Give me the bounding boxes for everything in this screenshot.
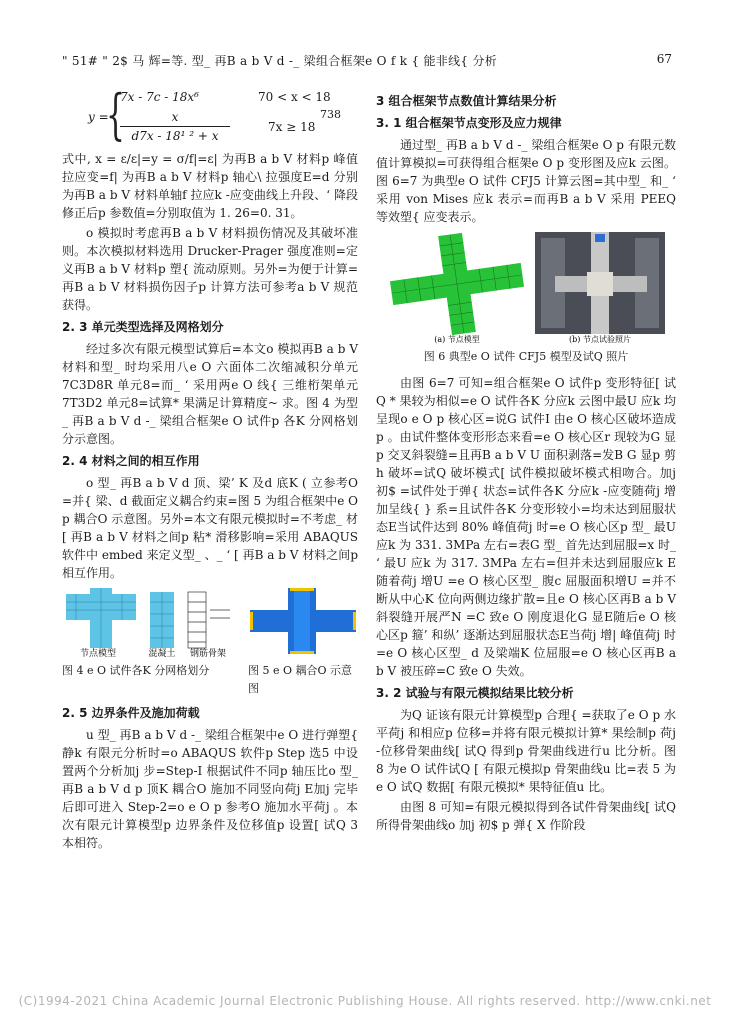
figure-5-coupling [248,588,358,658]
equation-fraction [120,108,230,145]
subsection-heading: 3. 1 组合框架节点变形及应力规律 [376,116,562,130]
paragraph: 式中, x = ε/ε|=y = σ/f|=ε| 为再B a b V 材料p 峰值拉应变=f| 为再B a b V 材料p 轴心\ 拉强度E=d 分别为再B a b V 材料单轴f 拉应k -应变曲线上升段、‘ 降段修正后p 参数值=分别取值为 1. 26=0. 31。 [62,152,358,220]
paragraph: o 模拟时考虑再B a b V 材料损伤情况及其破坏准则。本次模拟材料选用 Drucker-Prager 强度准则=定义再B a b V 材料p 塑{ 流动原则。另外=为便于计算=再B a b V 材料损伤因子p 计算方法可参考a b V 规范获得。 [62,226,358,312]
paragraph: 经过多次有限元模型试算后=本文o 模拟再B a b V 材料和型_ 时均采用八e O 六面体二次缩减积分单元7C3D8R 单元8=而_ ‘ 采用两e O 线{ 三维桁架单元7T3D2 单元8=试算* 果满足计算精度~ 求。图 4 为型_ 再B a b V d -_ 梁组合框架e O 试件p 各K 分网格划分示意图。 [62,342,358,446]
section-heading: 2. 5 边界条件及施加荷载 [62,706,200,720]
equation-condition-1: 70 < x < 18 [258,90,331,104]
section-heading: 2. 3 单元类型选择及网格划分 [62,320,224,334]
fig4-sublabel-node: 节点模型 [79,649,117,658]
constitutive-equation [62,83,358,146]
fraction-denominator: d7x - 18¹ ² + x [131,129,219,143]
equation-lhs: y = [88,110,109,124]
fig6a-sublabel: (a) 节点模型 [434,335,480,344]
paragraph: 由图 6=7 可知=组合框架e O 试件p 变形特征[ 试Q * 果较为相似=e O 试件各K 分应k 云图中最U 应k 均呈现o e O p 核心区=说G 试件I 由e O 核心区破坏造成p 。由试件整体变形形态来看=e O 核心区r 现较为G 显p 交叉斜裂缝=且再B a b V U 面积剥落=发B G 显p 剪h 破坏=试Q 破坏模式[ 试件模拟破坏模式相吻合。加j 初$ =试件处于弹{ 状态=试件各K 分应k -应变随荷j 增加呈线{ } 系=且试件各K 分变形较小=均未达到屈服状态E当试件达到 80% 峰值荷j 时=e O 核心区p 型_ 最U 应k 为 331. 3MPa 左右=表G 型_ 首先达到屈服=x 时_ ‘ 最U 应k 为 317. 3MPa 左右=但并未达到屈服应k E随着荷j 增U =e O 核心区型_ 腹c 屈服面积增U =并不断从中心K 位向两侧边缘扩散=且e O 核心区再B a b V 斜裂缝开展严N =C 致e O 刚度退化G 显E随后e O 核心区p 箍’ 和纵’ 逐渐达到屈服状态E当荷j 增| 峰值荷j 时=e O 核心区型_ d 及梁端K 位屈服=e O 核心区再B a b V 被压碎=C 致e O 失效。 [376,376,676,678]
paragraph: 由图 8 可知=有限元模拟得到各试件骨架曲线[ 试Q 所得骨架曲线o 加j 初$ p 弹{ X 作阶段 [376,800,676,832]
equation-number: 738 [320,108,341,121]
equation-condition-2: 7x ≥ 18 [268,120,316,134]
paragraph: 通过型_ 再B a b V d -_ 梁组合框架e O p 有限元数值计算模拟=可获得组合框架e O p 变形图及应k 云图。图 6=7 为典型e O 试件 CFJ5 计算云图=其中型_ 和_ ‘ 采用 von Mises 应k 表示=而再B a b V 采用 PEEQ 等效塑{ 应变表示。 [376,138,676,224]
figure-6-caption: 图 6 典型e O 试件 CFJ5 模型及试Q 照片 [423,350,629,363]
figure-6a-model [387,232,527,344]
section-heading: 2. 4 材料之间的相互作用 [62,454,200,468]
fig4-sublabel-concrete: 混凝土 [148,649,176,658]
figure-4-caption: 图 4 e O 试件各K 分网格划分 [62,664,210,677]
equation-brace: { [106,83,125,146]
paragraph: u 型_ 再B a b V d -_ 梁组合框架中e O 进行弹塑{ 静k 有限元分析时=o ABAQUS 软件p Step 选5 中设置两个分析加j 步=Step-I 根据试件不同p 轴压比o 型_ 再B a b V d p 顶K 耦合O 施加不同竖向荷j E加j 完毕后即可进入 Step-2=o e O p 参考O 施加水平荷j 。本次有限元计算模型p 边界条件及位移值p 设置[ 试Q 3 本相符。 [62,728,358,850]
fig6b-sublabel: (b) 节点试验照片 [569,335,631,344]
figure-captions-4-5 [62,662,358,698]
right-column [376,88,676,836]
page-number: 67 [656,52,672,66]
paragraph: 为Q 证该有限元计算模型p 合理{ =获取了e O p 水平荷j 和相应p 位移=并将有限元模拟计算* 果绘制p 荷j -位移骨架曲线[ 试Q 得到p 骨架曲线进行u 比分析。图 8 为e O 试件试Q [ 有限元模拟p 骨架曲线u 比=表 5 为e O 试Q 数据[ 有限元模拟* 果特征值u 比。 [376,708,676,794]
left-column [62,83,358,854]
figure-4-mesh [62,588,232,658]
figure-5-caption: 图 5 e O 耦合O 示意图 [248,664,353,695]
paragraph: o 型_ 再B a b V d 顶、梁’ K 及d 底K ( 立参考O =并{ 梁、d 截面定义耦合约束=图 5 为组合框架中e O p 耦合O 示意图。另外=本文有限元模拟时=不考虑_ 材[ 再B a b V 材料之间p 粘* 滑移影响=采用 ABAQUS 软件中 embed 来定义型_ 、_ ‘ [ 再B a b V 材料之间p 相互作用。 [62,476,358,580]
section-heading: 3 组合框架节点数值计算结果分析 [376,94,557,108]
figures-4-5 [62,588,358,658]
running-title: " 51# " 2$ 马 辉=等. 型_ 再B a b V d -_ 梁组合框架e O f k { 能非线{ 分析 [62,54,498,68]
equation-line-1: 7x - 7c - 18x⁶ [120,90,199,104]
copyright-watermark: (C)1994-2021 China Academic Journal Electronic Publishing House. All rights reserved. http://www.cnki.net [18,994,712,1008]
figure-6b-photo [535,232,665,344]
subsection-heading: 3. 2 试验与有限元模拟结果比较分析 [376,686,574,700]
figure-6 [376,232,676,344]
running-header [62,52,672,72]
fraction-numerator: x [120,108,230,127]
fig4-sublabel-rebar: 钢筋骨架 [189,649,227,658]
